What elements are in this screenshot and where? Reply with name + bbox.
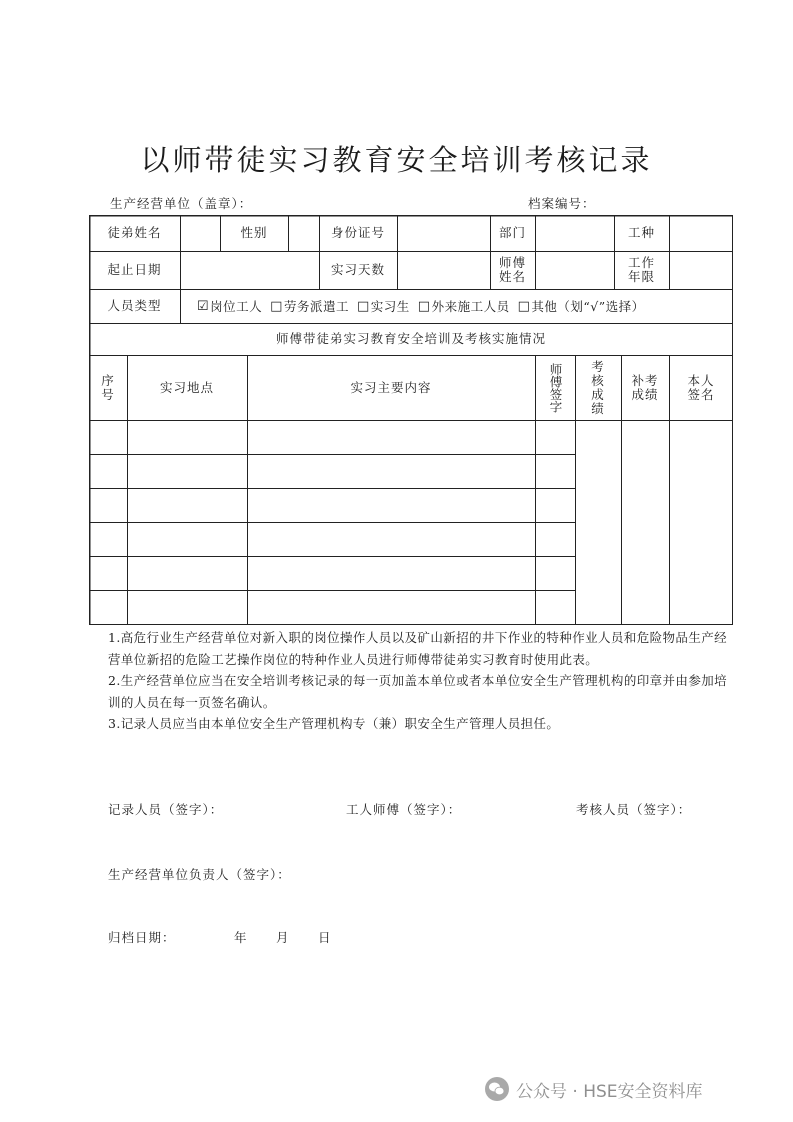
job-type-label: 工种 [627,225,655,240]
checkbox-icon: □ [417,298,431,314]
note-item: 1.高危行业生产经营单位对新入职的岗位操作人员以及矿山新招的井下作业的特种作业人员和危险物品生产经营单位新招的危险工艺操作岗位的特种作业人员进行师傅带徒弟实习教育时使用此表。 [108,630,728,667]
header-master-sign: 师傅签字 [548,362,563,413]
checkbox-icon: □ [356,298,370,314]
work-years-label: 工作年限 [627,255,655,284]
header-makeup-score: 补考成绩 [631,372,659,402]
checkbox-icon: □ [270,298,283,314]
option-other[interactable]: □ 其他（划“√”选择） [517,298,645,314]
watermark [484,1076,703,1102]
watermark-text: 公众号 · HSE安全资料库 [516,1081,703,1102]
department-label: 部门 [498,225,526,240]
year-label: 年 [234,930,248,945]
practice-days-label: 实习天数 [330,262,385,277]
personnel-type-options [197,289,653,323]
note-item: 2.生产经营单位应当在安全培训考核记录的每一页加盖本单位或者本单位安全生产管理机构的印章并由参加培训的人员在每一页签名确认。 [108,673,728,710]
examiner-signature-label: 考核人员（签字）： [576,802,692,817]
checkbox-icon: □ [517,298,531,314]
header-self-sign: 本人签名 [687,372,715,402]
day-label: 日 [318,930,332,945]
record-table [89,215,733,625]
note-item: 3.记录人员应当由本单位安全生产管理机构专（兼）职安全生产管理人员担任。 [108,716,560,731]
leader-signature-label: 生产经营单位负责人（签字）： [108,867,291,882]
id-number-label: 身份证号 [330,225,385,240]
personnel-type-label: 人员类型 [107,298,162,313]
header-content: 实习主要内容 [350,379,432,395]
checked-box-icon: ☑ [197,298,210,314]
unit-seal-label: 生产经营单位（盖章）： [110,196,253,211]
date-range-label: 起止日期 [107,262,162,277]
master-name-label: 师傅姓名 [498,255,526,284]
master-signature-label: 工人师傅（签字）： [346,802,462,817]
section-title: 师傅带徒弟实习教育安全培训及考核实施情况 [275,331,546,346]
option-intern[interactable]: □ 实习生 [356,298,410,314]
archive-date-label: 归档日期： [108,930,176,945]
option-post-worker[interactable]: ☑ 岗位工人 [197,298,263,314]
header-seq: 序号 [101,372,115,402]
gender-label: 性别 [240,225,268,240]
wechat-icon [484,1076,510,1102]
option-dispatched-worker[interactable]: □ 劳务派遣工 [270,298,349,314]
option-contractor[interactable]: □ 外来施工人员 [417,298,510,314]
header-score: 考核成绩 [591,358,605,416]
page-title: 以师带徒实习教育安全培训考核记录 [140,143,653,177]
usage-notes [108,627,738,735]
apprentice-name-label: 徒弟姓名 [107,225,162,240]
month-label: 月 [276,930,290,945]
header-location: 实习地点 [159,379,214,395]
recorder-signature-label: 记录人员（签字）： [108,802,224,817]
archive-number-label: 档案编号： [528,196,596,211]
